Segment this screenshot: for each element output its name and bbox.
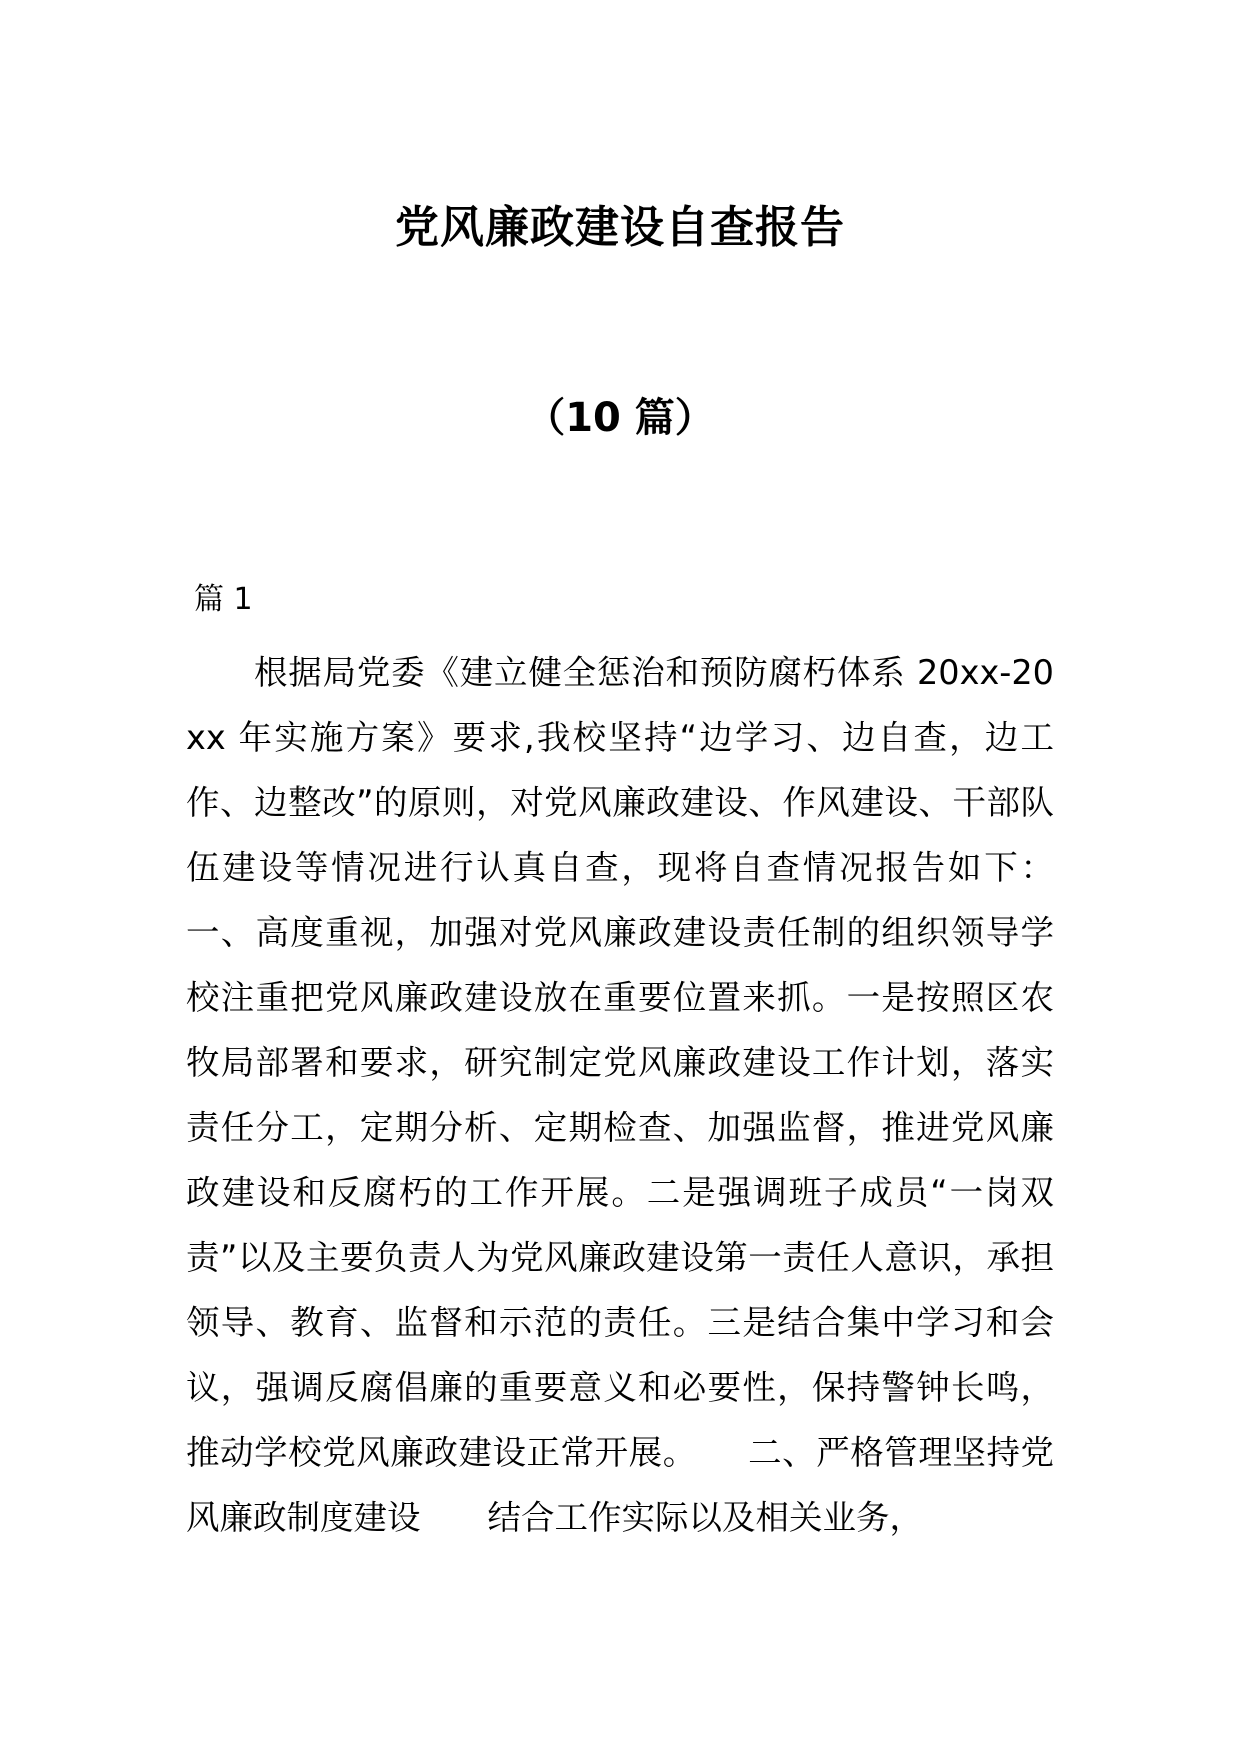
document-title: 党风廉政建设自查报告 bbox=[395, 202, 845, 253]
body-paragraph: 根据局党委《建立健全惩治和预防腐朽体系 20xx-20xx 年实施方案》要求,我校坚持“边学习、边自查，边工作、边整改”的原则，对党风廉政建设、作风建设、干部队伍建设等情况进行认真自查，现将自查情况报告如下：一、高度重视，加强对党风廉政建设责任制的组织领导学校注重把党风廉政建设放在重要位置来抓。一是按照区农牧局部署和要求，研究制定党风廉政建设工作计划，落实责任分工，定期分析、定期检查、加强监督，推进党风廉政建设和反腐朽的工作开展。二是强调班子成员“一岗双责”以及主要负责人为党风廉政建设第一责任人意识，承担领导、教育、监督和示范的责任。三是结合集中学习和会议，强调反腐倡廉的重要意义和必要性，保持警钟长鸣，推动学校党风廉政建设正常开展。 二、严格管理坚持党风廉政制度建设 结合工作实际以及相关业务， bbox=[186, 653, 1054, 1537]
section-label: 篇 1 bbox=[194, 582, 253, 617]
document-subtitle: （10 篇） bbox=[525, 395, 715, 441]
